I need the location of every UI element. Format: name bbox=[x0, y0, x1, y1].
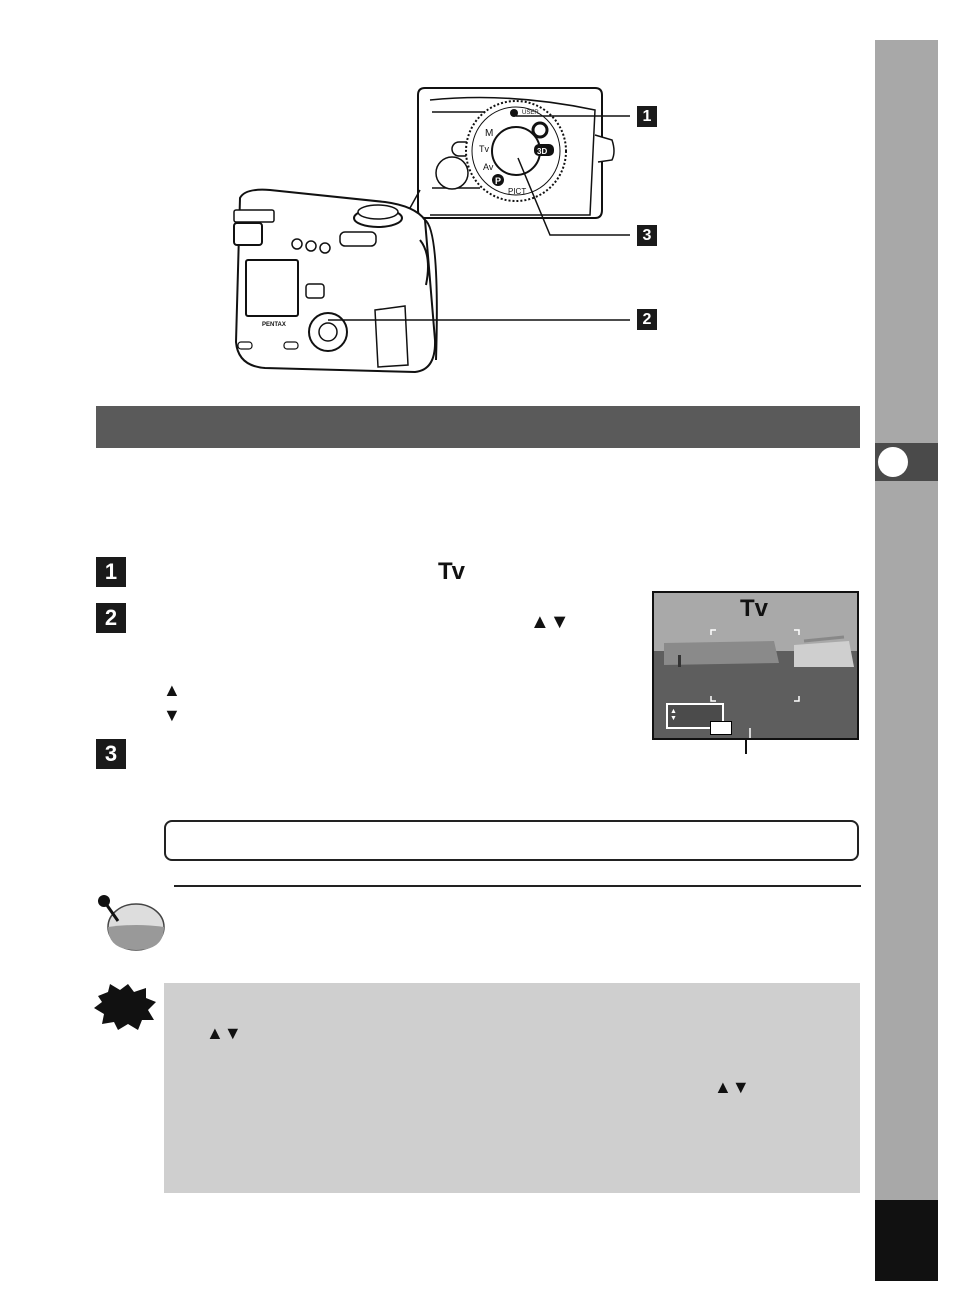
section-title-bar bbox=[96, 406, 860, 448]
step2-arrows: ▲▼ bbox=[530, 611, 570, 633]
step-badge-1: 1 bbox=[96, 557, 126, 587]
dial-label-3d: 3D bbox=[537, 147, 548, 156]
step-badge-2: 2 bbox=[96, 603, 126, 633]
side-tab bbox=[875, 40, 938, 1281]
dial-label-pict: PICT bbox=[508, 187, 527, 196]
callout-badge-2: 2 bbox=[637, 309, 657, 330]
chapter-circle bbox=[878, 447, 908, 477]
lcd-updown-icon: ▲ ▼ bbox=[670, 708, 677, 722]
step-badge-3: 3 bbox=[96, 739, 126, 769]
dial-label-av: Av bbox=[483, 162, 494, 172]
dial-label-m: M bbox=[485, 128, 494, 139]
caution-box bbox=[164, 983, 860, 1193]
caution-burst-icon bbox=[94, 984, 158, 1032]
callout-badge-1: 1 bbox=[637, 106, 657, 127]
camera-body bbox=[234, 190, 437, 372]
dial-label-user: USER bbox=[522, 110, 539, 116]
dial-label-tv: Tv bbox=[479, 144, 489, 154]
memo-divider bbox=[174, 885, 861, 887]
step2-bullet-up-arrow: ▲ bbox=[163, 680, 181, 700]
memo-pin-icon bbox=[92, 893, 168, 957]
lcd-battery-icon bbox=[710, 721, 732, 735]
caution-arrows-2: ▲▼ bbox=[714, 1077, 750, 1097]
mode-dial-inset bbox=[418, 88, 614, 218]
callout-badge-3: 3 bbox=[637, 225, 657, 246]
lcd-pointer-line bbox=[745, 740, 747, 754]
page-number-tab bbox=[875, 1200, 938, 1281]
dial-label-p: P bbox=[495, 176, 502, 186]
info-box bbox=[164, 820, 859, 861]
caution-arrows-1: ▲▼ bbox=[206, 1023, 242, 1043]
step1-mode-label: Tv bbox=[438, 558, 465, 585]
lcd-preview bbox=[652, 591, 859, 740]
lcd-mode-label: Tv bbox=[740, 595, 769, 622]
camera-brand-text: PENTAX bbox=[262, 322, 286, 328]
step2-bullet-down-arrow: ▼ bbox=[163, 705, 181, 725]
camera-illustration bbox=[200, 80, 670, 390]
